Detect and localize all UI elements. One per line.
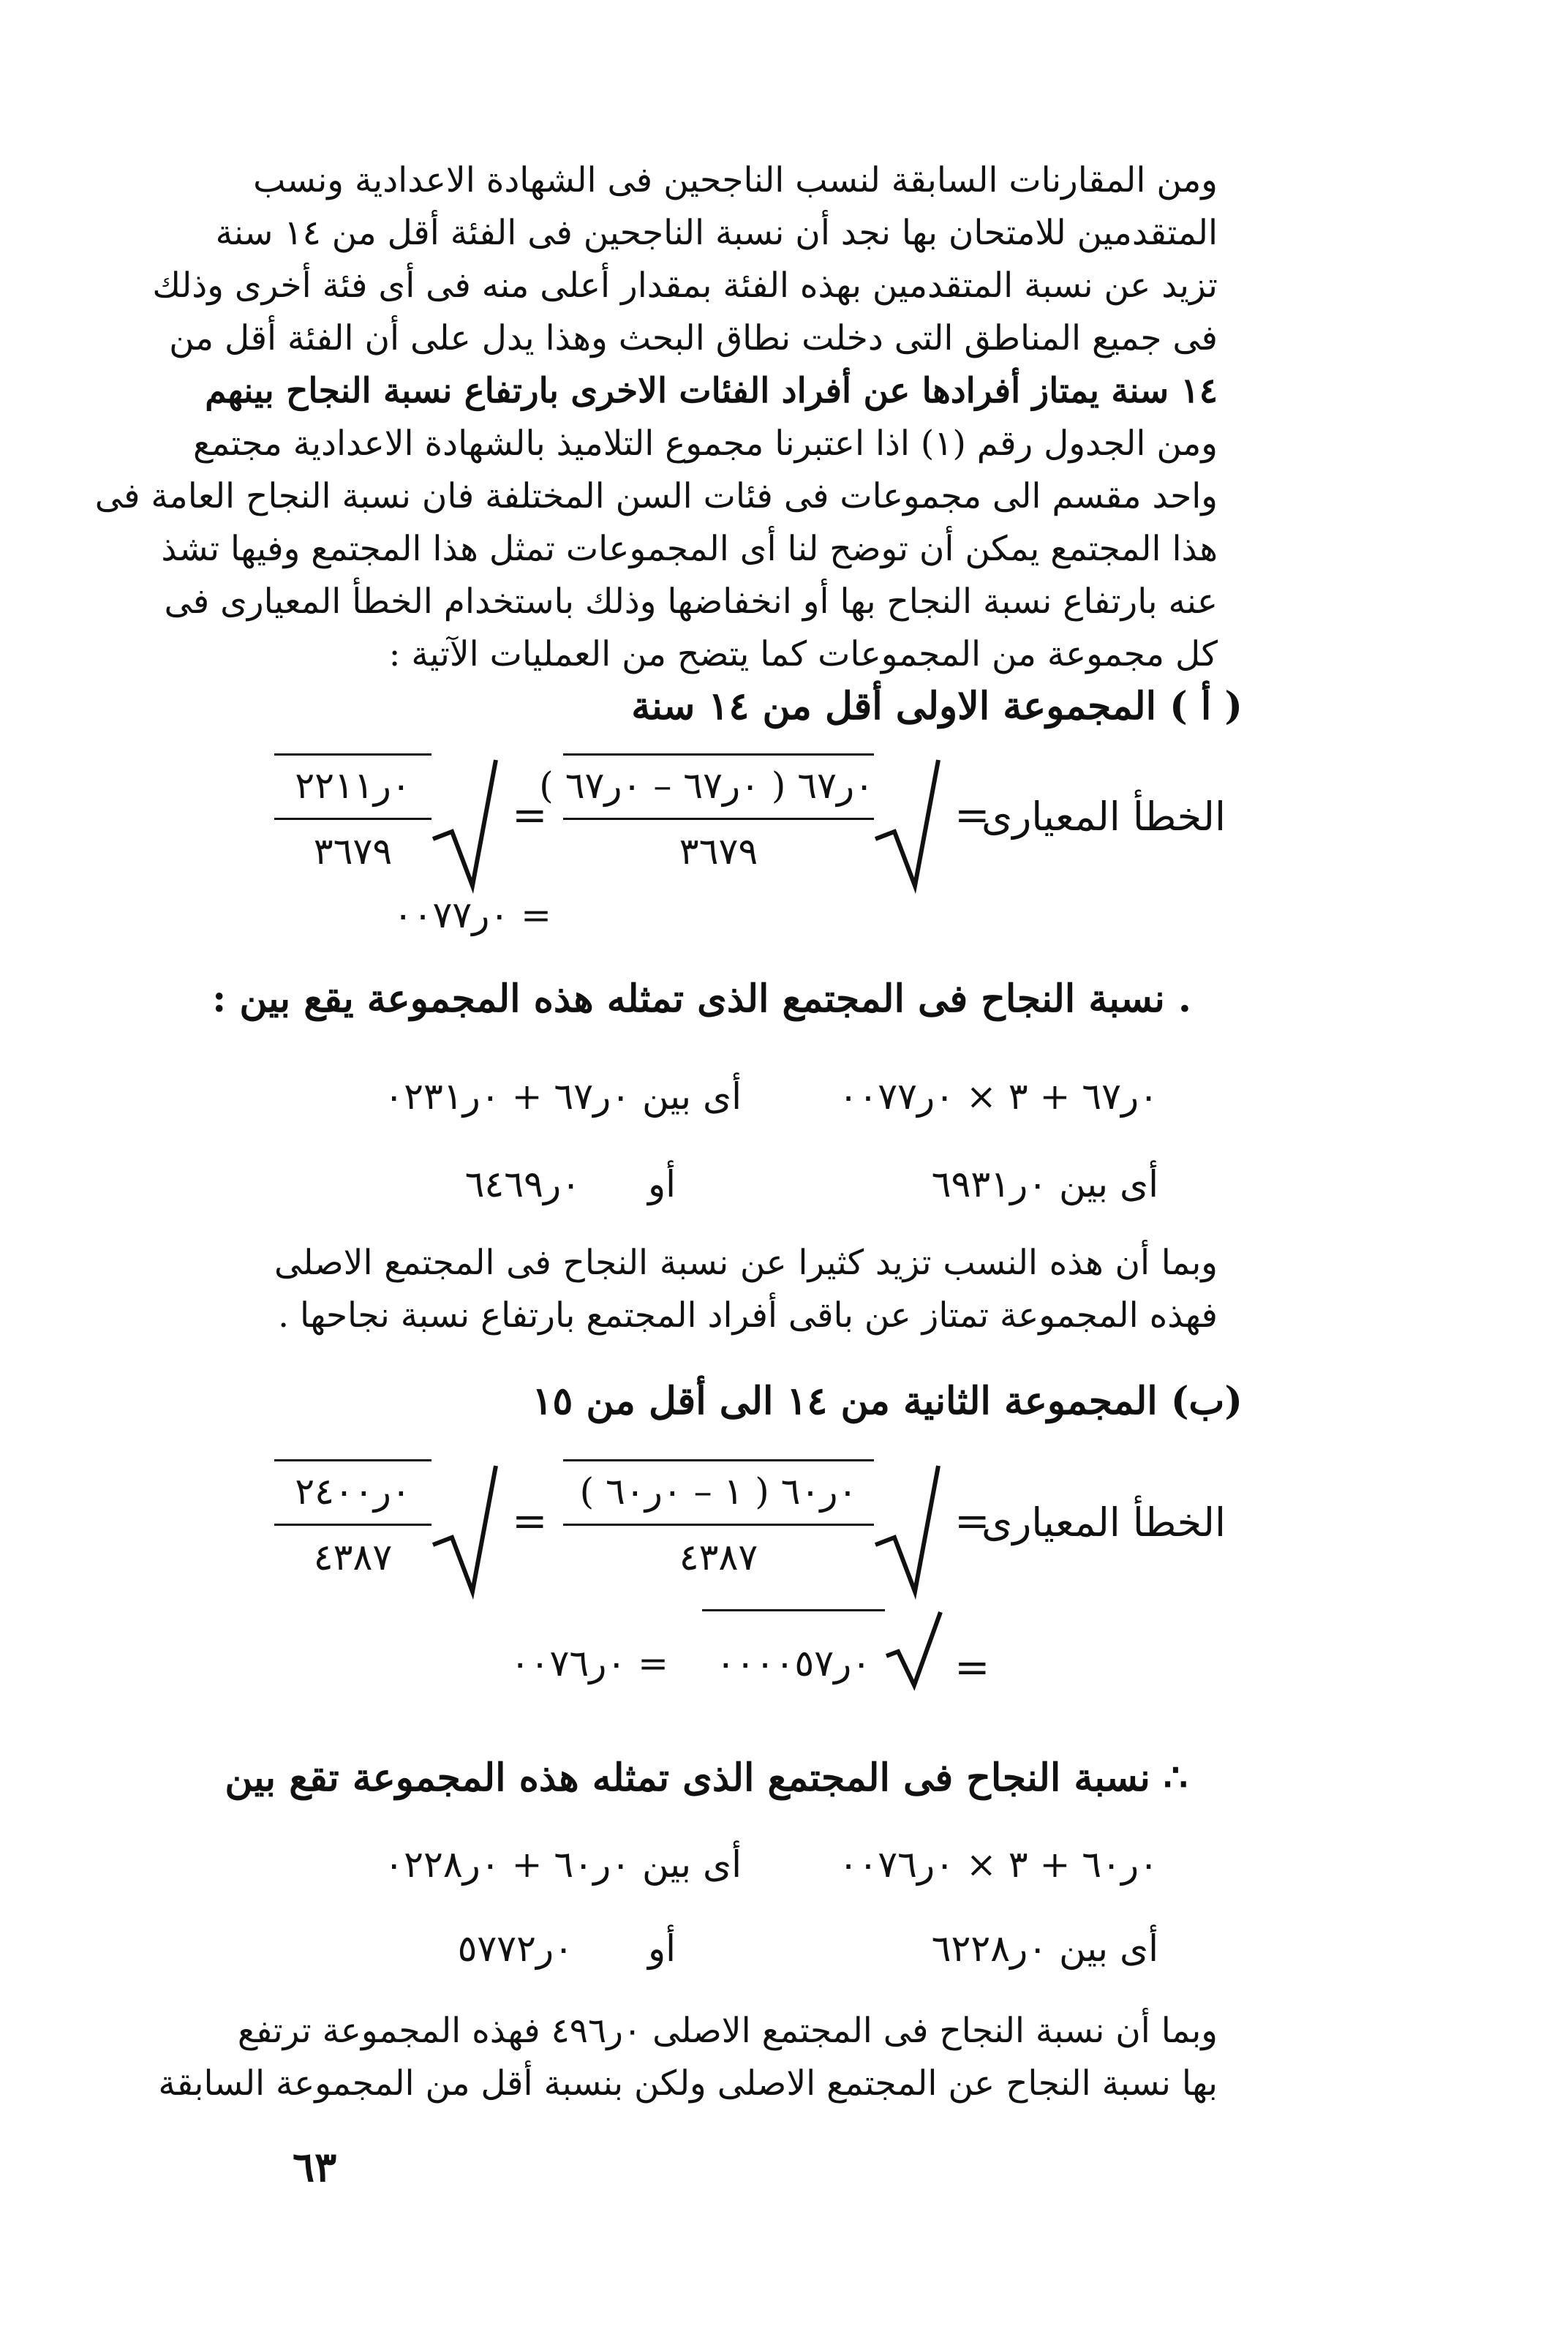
group-b-vinculum-1 — [563, 1459, 874, 1461]
group-b-fraction-bar-2 — [274, 1524, 431, 1526]
paragraph-1-line-2: المتقدمين للامتحان بها نجد أن نسبة الناجحين فى الفئة أقل من ١٤ سنة — [215, 213, 1218, 253]
group-a-result: = ٠ر٠٠٧٧ — [393, 894, 551, 936]
group-a-or-word: أو — [647, 1163, 676, 1205]
group-b-radicand-2-numerator: ٠ر٢٤٠٠ — [295, 1470, 411, 1513]
group-a-se-label: الخطأ المعيارى — [981, 794, 1226, 840]
group-a-vinculum-1 — [563, 753, 874, 756]
group-b-line-2-radical — [885, 1609, 943, 1690]
paragraph-4-line-1: وبما أن نسبة النجاح فى المجتمع الاصلى ٠ر٤٩٦ فهذه المجموعة ترتفع — [237, 2011, 1218, 2051]
group-a-radicand-1-numerator: ٠ر٦٧ ( ٠ر٦٧ – ٠ر٦٧ ) — [539, 764, 874, 807]
paragraph-1-line-3: تزيد عن نسبة المتقدمين بهذه الفئة بمقدار أعلى منه فى أى فئة أخرى وذلك — [152, 266, 1218, 306]
group-b-heading: (ب) المجموعة الثانية من ١٤ الى أقل من ١٥ — [532, 1379, 1243, 1423]
group-b-fraction-bar-1 — [563, 1524, 874, 1526]
paragraph-2-line-1: ومن الجدول رقم (١) اذا اعتبرنا مجموع التلاميذ بالشهادة الاعدادية مجتمع — [192, 424, 1218, 464]
group-a-equals-2: = — [512, 790, 548, 840]
group-b-line-2-radicand: ٠ر٠٠٠٠٥٧ — [715, 1642, 872, 1685]
group-a-range-intro: . نسبة النجاح فى المجتمع الذى تمثله هذه المجموعة يقع بين : — [212, 976, 1191, 1021]
group-b-line-2-vinculum — [702, 1609, 885, 1611]
group-a-radical-2 — [431, 757, 497, 889]
paragraph-2-line-2: واحد مقسم الى مجموعات فى فئات السن المختلفة فان نسبة النجاح العامة فى — [94, 476, 1218, 516]
paragraph-3-line-1: وبما أن هذه النسب تزيد كثيرا عن نسبة النجاح فى المجتمع الاصلى — [274, 1243, 1218, 1283]
paragraph-2-line-3: هذا المجتمع يمكن أن توضح لنا أى المجموعات تمثل هذا المجتمع وفيها تشذ — [161, 529, 1218, 569]
group-a-vinculum-2 — [274, 753, 431, 756]
paragraph-2-line-5: كل مجموعة من المجموعات كما يتضح من العمليات الآتية : — [388, 634, 1218, 674]
group-b-or-word: أو — [647, 1927, 676, 1970]
group-a-between-left: أى بين ٠ر٦٩٣١ — [931, 1163, 1158, 1205]
group-b-radicand-1-numerator: ٠ر٦٠ ( ١ – ٠ر٦٠ ) — [579, 1470, 858, 1513]
group-a-fraction-bar-2 — [274, 818, 431, 820]
group-b-equals-1: = — [954, 1496, 990, 1546]
group-a-calc-right: أى بين ٠ر٦٧ + ٠ر٠٢٣١ — [384, 1075, 742, 1118]
group-b-range-intro: ∴ نسبة النجاح فى المجتمع الذى تمثله هذه المجموعة تقع بين — [225, 1755, 1188, 1800]
paragraph-1-line-4: فى جميع المناطق التى دخلت نطاق البحث وهذا يدل على أن الفئة أقل من — [169, 318, 1218, 358]
group-b-calc-right: أى بين ٠ر٦٠ + ٠ر٠٢٢٨ — [384, 1843, 742, 1886]
group-a-radicand-1-denominator: ٣٦٧٩ — [679, 830, 758, 873]
paragraph-2-line-4: عنه بارتفاع نسبة النجاح بها أو انخفاضها وذلك باستخدام الخطأ المعيارى فى — [164, 581, 1218, 622]
group-a-between-right: ٠ر٦٤٦٩ — [464, 1163, 581, 1205]
group-a-radicand-2-numerator: ٠ر٢٢١١ — [295, 764, 411, 807]
paragraph-1-line-5: ١٤ سنة يمتاز أفرادها عن أفراد الفئات الاخرى بارتفاع نسبة النجاح بينهم — [205, 371, 1218, 411]
group-a-equals-1: = — [954, 790, 990, 840]
group-a-radical-1 — [874, 757, 940, 889]
group-b-line-2-equals: = — [954, 1642, 990, 1692]
paragraph-1-line-1: ومن المقارنات السابقة لنسب الناجحين فى الشهادة الاعدادية ونسب — [253, 160, 1218, 200]
group-b-equals-2: = — [512, 1496, 548, 1546]
paragraph-4-line-2: بها نسبة النجاح عن المجتمع الاصلى ولكن بنسبة أقل من المجموعة السابقة — [158, 2063, 1218, 2104]
paragraph-3-line-2: فهذه المجموعة تمتاز عن باقى أفراد المجتمع بارتفاع نسبة نجاحها . — [278, 1295, 1218, 1336]
group-b-radical-2 — [431, 1463, 497, 1595]
group-b-se-label: الخطأ المعيارى — [981, 1499, 1226, 1546]
group-a-calc-left: ٠ر٦٧ + ٣ × ٠ر٠٠٧٧ — [838, 1075, 1158, 1118]
group-b-radicand-2-denominator: ٤٣٨٧ — [313, 1536, 393, 1578]
group-b-calc-left: ٠ر٦٠ + ٣ × ٠ر٠٠٧٦ — [838, 1843, 1158, 1886]
group-a-heading: ( أ ) المجموعة الاولى أقل من ١٤ سنة — [631, 684, 1243, 729]
group-b-radicand-1-denominator: ٤٣٨٧ — [679, 1536, 758, 1578]
group-b-radical-1 — [874, 1463, 940, 1595]
page-number: ٦٣ — [293, 2143, 337, 2191]
group-a-radicand-2-denominator: ٣٦٧٩ — [313, 830, 393, 873]
group-b-line-2-result: = ٠ر٠٠٧٦ — [510, 1642, 668, 1685]
group-b-vinculum-2 — [274, 1459, 431, 1461]
group-b-between-right: ٠ر٥٧٧٢ — [457, 1927, 573, 1970]
group-a-fraction-bar-1 — [563, 818, 874, 820]
group-b-between-left: أى بين ٠ر٦٢٢٨ — [931, 1927, 1158, 1970]
